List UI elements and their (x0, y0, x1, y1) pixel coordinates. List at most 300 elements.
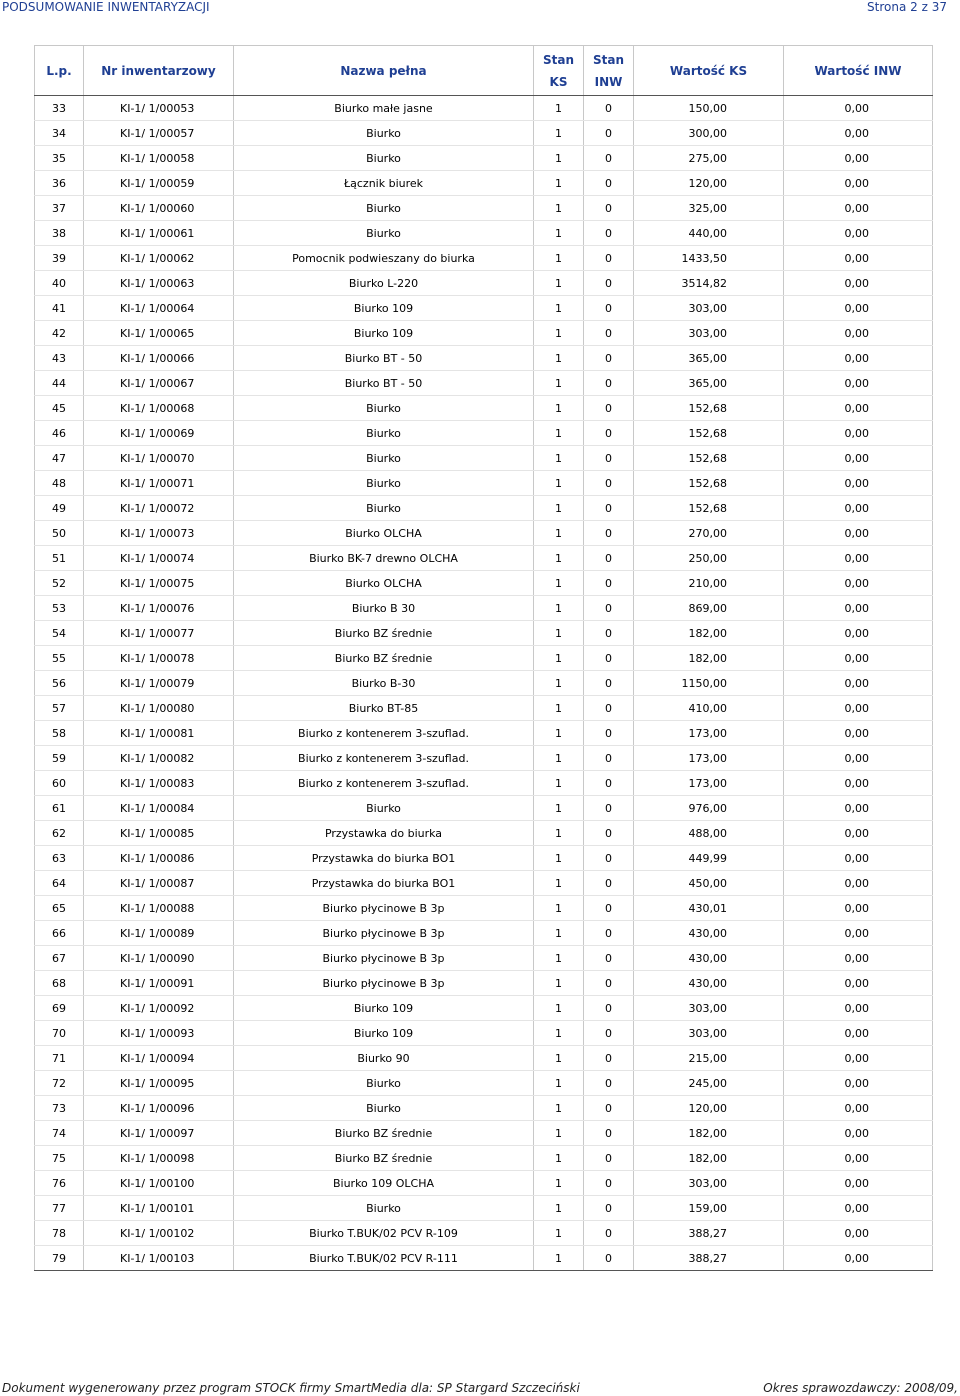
table-row (35, 671, 933, 696)
cell-stan-inw: 0 (584, 521, 634, 546)
cell-wartosc-inw: 0,00 (784, 1246, 933, 1271)
cell-full-name: Biurko T.BUK/02 PCV R-109 (234, 1221, 534, 1246)
cell-lp: 68 (35, 971, 84, 996)
cell-full-name: Biurko 109 OLCHA (234, 1171, 534, 1196)
cell-stan-inw: 0 (584, 946, 634, 971)
cell-wartosc-ks: 210,00 (634, 571, 784, 596)
cell-wartosc-inw: 0,00 (784, 1171, 933, 1196)
cell-stan-ks: 1 (534, 196, 584, 221)
table-row (35, 246, 933, 271)
cell-stan-ks: 1 (534, 871, 584, 896)
cell-stan-ks: 1 (534, 346, 584, 371)
table-row (35, 1021, 933, 1046)
cell-wartosc-inw: 0,00 (784, 146, 933, 171)
cell-wartosc-inw: 0,00 (784, 596, 933, 621)
cell-stan-ks: 1 (534, 946, 584, 971)
cell-inventory-number: KI-1/ 1/00091 (84, 971, 234, 996)
cell-stan-inw: 0 (584, 796, 634, 821)
cell-full-name: Biurko (234, 1071, 534, 1096)
table-row (35, 271, 933, 296)
cell-lp: 44 (35, 371, 84, 396)
table-row (35, 1171, 933, 1196)
cell-stan-inw: 0 (584, 846, 634, 871)
cell-stan-ks: 1 (534, 1171, 584, 1196)
cell-wartosc-ks: 300,00 (634, 121, 784, 146)
table-row (35, 696, 933, 721)
table-row (35, 321, 933, 346)
cell-lp: 65 (35, 896, 84, 921)
cell-full-name: Biurko (234, 796, 534, 821)
cell-full-name: Biurko 109 (234, 321, 534, 346)
cell-wartosc-ks: 440,00 (634, 221, 784, 246)
cell-inventory-number: KI-1/ 1/00062 (84, 246, 234, 271)
cell-inventory-number: KI-1/ 1/00081 (84, 721, 234, 746)
table-row (35, 996, 933, 1021)
cell-wartosc-ks: 450,00 (634, 871, 784, 896)
cell-stan-inw: 0 (584, 896, 634, 921)
cell-wartosc-inw: 0,00 (784, 1121, 933, 1146)
document-title: PODSUMOWANIE INWENTARYZACJI (2, 0, 210, 14)
cell-wartosc-ks: 173,00 (634, 746, 784, 771)
cell-full-name: Biurko BZ średnie (234, 1146, 534, 1171)
cell-stan-ks: 1 (534, 96, 584, 121)
cell-lp: 34 (35, 121, 84, 146)
cell-inventory-number: KI-1/ 1/00058 (84, 146, 234, 171)
cell-lp: 45 (35, 396, 84, 421)
cell-full-name: Łącznik biurek (234, 171, 534, 196)
cell-full-name: Biurko (234, 471, 534, 496)
cell-wartosc-ks: 365,00 (634, 371, 784, 396)
cell-full-name: Biurko (234, 446, 534, 471)
table-row (35, 546, 933, 571)
column-header-nr: Nr inwentarzowy (84, 46, 234, 96)
cell-inventory-number: KI-1/ 1/00089 (84, 921, 234, 946)
table-row (35, 296, 933, 321)
cell-full-name: Biurko T.BUK/02 PCV R-111 (234, 1246, 534, 1271)
cell-lp: 78 (35, 1221, 84, 1246)
cell-inventory-number: KI-1/ 1/00053 (84, 96, 234, 121)
table-row (35, 646, 933, 671)
cell-lp: 61 (35, 796, 84, 821)
table-row (35, 196, 933, 221)
cell-wartosc-inw: 0,00 (784, 321, 933, 346)
cell-inventory-number: KI-1/ 1/00066 (84, 346, 234, 371)
cell-wartosc-inw: 0,00 (784, 746, 933, 771)
cell-wartosc-ks: 449,99 (634, 846, 784, 871)
cell-wartosc-ks: 152,68 (634, 471, 784, 496)
cell-stan-ks: 1 (534, 721, 584, 746)
cell-full-name: Biurko z kontenerem 3-szuflad. (234, 746, 534, 771)
cell-stan-inw: 0 (584, 1121, 634, 1146)
cell-lp: 50 (35, 521, 84, 546)
cell-stan-inw: 0 (584, 396, 634, 421)
cell-lp: 54 (35, 621, 84, 646)
table-row (35, 721, 933, 746)
cell-full-name: Biurko OLCHA (234, 521, 534, 546)
column-header-stan-inw (584, 46, 634, 96)
table-row (35, 171, 933, 196)
cell-inventory-number: KI-1/ 1/00071 (84, 471, 234, 496)
cell-wartosc-inw: 0,00 (784, 496, 933, 521)
cell-stan-ks: 1 (534, 646, 584, 671)
cell-wartosc-inw: 0,00 (784, 771, 933, 796)
cell-wartosc-inw: 0,00 (784, 471, 933, 496)
table-row (35, 221, 933, 246)
cell-full-name: Biurko 109 (234, 996, 534, 1021)
page-number: Strona 2 z 37 (867, 0, 947, 14)
cell-inventory-number: KI-1/ 1/00098 (84, 1146, 234, 1171)
cell-wartosc-inw: 0,00 (784, 696, 933, 721)
cell-wartosc-inw: 0,00 (784, 796, 933, 821)
cell-inventory-number: KI-1/ 1/00095 (84, 1071, 234, 1096)
cell-inventory-number: KI-1/ 1/00082 (84, 746, 234, 771)
table-row (35, 1046, 933, 1071)
cell-full-name: Biurko (234, 146, 534, 171)
cell-full-name: Przystawka do biurka (234, 821, 534, 846)
cell-wartosc-ks: 152,68 (634, 421, 784, 446)
cell-wartosc-inw: 0,00 (784, 996, 933, 1021)
cell-wartosc-ks: 430,00 (634, 971, 784, 996)
cell-stan-inw: 0 (584, 96, 634, 121)
cell-full-name: Biurko L-220 (234, 271, 534, 296)
cell-lp: 77 (35, 1196, 84, 1221)
cell-wartosc-inw: 0,00 (784, 671, 933, 696)
cell-wartosc-ks: 270,00 (634, 521, 784, 546)
cell-lp: 79 (35, 1246, 84, 1271)
cell-wartosc-inw: 0,00 (784, 546, 933, 571)
cell-stan-ks: 1 (534, 1246, 584, 1271)
cell-lp: 73 (35, 1096, 84, 1121)
cell-wartosc-inw: 0,00 (784, 821, 933, 846)
cell-stan-ks: 1 (534, 921, 584, 946)
footer-period: Okres sprawozdawczy: 2008/09, (763, 1381, 958, 1395)
cell-lp: 74 (35, 1121, 84, 1146)
cell-inventory-number: KI-1/ 1/00101 (84, 1196, 234, 1221)
cell-wartosc-ks: 250,00 (634, 546, 784, 571)
cell-lp: 60 (35, 771, 84, 796)
cell-wartosc-ks: 430,01 (634, 896, 784, 921)
cell-wartosc-ks: 430,00 (634, 946, 784, 971)
cell-stan-ks: 1 (534, 1121, 584, 1146)
cell-stan-inw: 0 (584, 446, 634, 471)
cell-wartosc-inw: 0,00 (784, 571, 933, 596)
cell-wartosc-ks: 173,00 (634, 771, 784, 796)
cell-wartosc-ks: 182,00 (634, 1121, 784, 1146)
cell-inventory-number: KI-1/ 1/00057 (84, 121, 234, 146)
cell-stan-ks: 1 (534, 521, 584, 546)
cell-lp: 38 (35, 221, 84, 246)
cell-full-name: Przystawka do biurka BO1 (234, 846, 534, 871)
table-row (35, 1221, 933, 1246)
cell-full-name: Biurko małe jasne (234, 96, 534, 121)
cell-wartosc-ks: 1433,50 (634, 246, 784, 271)
cell-full-name: Biurko (234, 396, 534, 421)
cell-wartosc-inw: 0,00 (784, 1221, 933, 1246)
cell-inventory-number: KI-1/ 1/00067 (84, 371, 234, 396)
cell-wartosc-ks: 303,00 (634, 1021, 784, 1046)
table-row (35, 796, 933, 821)
cell-wartosc-inw: 0,00 (784, 1046, 933, 1071)
cell-stan-inw: 0 (584, 1246, 634, 1271)
cell-stan-inw: 0 (584, 621, 634, 646)
cell-wartosc-inw: 0,00 (784, 396, 933, 421)
cell-wartosc-ks: 120,00 (634, 171, 784, 196)
cell-stan-inw: 0 (584, 321, 634, 346)
cell-stan-ks: 1 (534, 1046, 584, 1071)
table-header-row (35, 46, 933, 96)
cell-wartosc-ks: 275,00 (634, 146, 784, 171)
cell-stan-inw: 0 (584, 571, 634, 596)
cell-inventory-number: KI-1/ 1/00069 (84, 421, 234, 446)
cell-lp: 53 (35, 596, 84, 621)
cell-lp: 36 (35, 171, 84, 196)
cell-lp: 49 (35, 496, 84, 521)
cell-lp: 64 (35, 871, 84, 896)
cell-wartosc-ks: 1150,00 (634, 671, 784, 696)
cell-lp: 51 (35, 546, 84, 571)
cell-wartosc-inw: 0,00 (784, 221, 933, 246)
cell-lp: 66 (35, 921, 84, 946)
cell-inventory-number: KI-1/ 1/00088 (84, 896, 234, 921)
cell-inventory-number: KI-1/ 1/00093 (84, 1021, 234, 1046)
cell-inventory-number: KI-1/ 1/00090 (84, 946, 234, 971)
cell-stan-ks: 1 (534, 896, 584, 921)
cell-stan-inw: 0 (584, 246, 634, 271)
table-row (35, 496, 933, 521)
table-row (35, 371, 933, 396)
cell-wartosc-inw: 0,00 (784, 521, 933, 546)
cell-wartosc-inw: 0,00 (784, 621, 933, 646)
cell-inventory-number: KI-1/ 1/00086 (84, 846, 234, 871)
cell-wartosc-ks: 3514,82 (634, 271, 784, 296)
cell-inventory-number: KI-1/ 1/00096 (84, 1096, 234, 1121)
cell-wartosc-ks: 303,00 (634, 1171, 784, 1196)
table-row (35, 971, 933, 996)
cell-full-name: Biurko płycinowe B 3p (234, 896, 534, 921)
table-row (35, 96, 933, 121)
cell-full-name: Pomocnik podwieszany do biurka (234, 246, 534, 271)
cell-full-name: Biurko (234, 196, 534, 221)
table-row (35, 1071, 933, 1096)
cell-stan-ks: 1 (534, 146, 584, 171)
cell-full-name: Biurko z kontenerem 3-szuflad. (234, 721, 534, 746)
cell-stan-inw: 0 (584, 1146, 634, 1171)
cell-stan-ks: 1 (534, 246, 584, 271)
cell-wartosc-inw: 0,00 (784, 371, 933, 396)
cell-full-name: Biurko (234, 221, 534, 246)
cell-stan-ks: 1 (534, 621, 584, 646)
cell-lp: 42 (35, 321, 84, 346)
cell-wartosc-ks: 159,00 (634, 1196, 784, 1221)
cell-inventory-number: KI-1/ 1/00083 (84, 771, 234, 796)
column-header-name: Nazwa pełna (234, 46, 534, 96)
cell-wartosc-inw: 0,00 (784, 871, 933, 896)
cell-full-name: Biurko (234, 421, 534, 446)
footer-generator-note: Dokument wygenerowany przez program STOCK firmy SmartMedia dla: SP Stargard Szczeciński (2, 1381, 580, 1395)
cell-stan-ks: 1 (534, 371, 584, 396)
cell-inventory-number: KI-1/ 1/00074 (84, 546, 234, 571)
cell-stan-inw: 0 (584, 871, 634, 896)
cell-stan-ks: 1 (534, 1021, 584, 1046)
cell-stan-inw: 0 (584, 546, 634, 571)
cell-wartosc-inw: 0,00 (784, 646, 933, 671)
cell-stan-inw: 0 (584, 1221, 634, 1246)
column-header-lp: L.p. (35, 46, 84, 96)
cell-inventory-number: KI-1/ 1/00076 (84, 596, 234, 621)
cell-stan-ks: 1 (534, 1221, 584, 1246)
cell-lp: 48 (35, 471, 84, 496)
cell-wartosc-inw: 0,00 (784, 121, 933, 146)
cell-stan-inw: 0 (584, 646, 634, 671)
cell-wartosc-inw: 0,00 (784, 421, 933, 446)
cell-full-name: Biurko 109 (234, 1021, 534, 1046)
cell-lp: 70 (35, 1021, 84, 1046)
cell-stan-ks: 1 (534, 846, 584, 871)
cell-full-name: Biurko płycinowe B 3p (234, 971, 534, 996)
cell-stan-ks: 1 (534, 321, 584, 346)
table-row (35, 571, 933, 596)
inventory-table (34, 45, 933, 1271)
cell-wartosc-ks: 182,00 (634, 621, 784, 646)
cell-lp: 37 (35, 196, 84, 221)
cell-stan-ks: 1 (534, 171, 584, 196)
cell-stan-inw: 0 (584, 771, 634, 796)
cell-wartosc-inw: 0,00 (784, 446, 933, 471)
cell-wartosc-ks: 152,68 (634, 496, 784, 521)
cell-stan-inw: 0 (584, 921, 634, 946)
cell-wartosc-inw: 0,00 (784, 296, 933, 321)
table-row (35, 596, 933, 621)
cell-stan-inw: 0 (584, 971, 634, 996)
cell-wartosc-inw: 0,00 (784, 896, 933, 921)
cell-stan-inw: 0 (584, 1071, 634, 1096)
cell-lp: 33 (35, 96, 84, 121)
table-row (35, 1096, 933, 1121)
table-row (35, 471, 933, 496)
cell-stan-inw: 0 (584, 196, 634, 221)
cell-wartosc-inw: 0,00 (784, 271, 933, 296)
cell-lp: 57 (35, 696, 84, 721)
table-row (35, 446, 933, 471)
cell-wartosc-ks: 303,00 (634, 296, 784, 321)
table-row (35, 521, 933, 546)
cell-stan-ks: 1 (534, 546, 584, 571)
cell-stan-ks: 1 (534, 821, 584, 846)
cell-inventory-number: KI-1/ 1/00072 (84, 496, 234, 521)
cell-stan-inw: 0 (584, 421, 634, 446)
cell-stan-ks: 1 (534, 271, 584, 296)
cell-stan-inw: 0 (584, 696, 634, 721)
cell-inventory-number: KI-1/ 1/00068 (84, 396, 234, 421)
cell-wartosc-inw: 0,00 (784, 721, 933, 746)
cell-lp: 67 (35, 946, 84, 971)
cell-stan-inw: 0 (584, 1196, 634, 1221)
table-row (35, 1146, 933, 1171)
cell-lp: 72 (35, 1071, 84, 1096)
cell-wartosc-ks: 430,00 (634, 921, 784, 946)
cell-inventory-number: KI-1/ 1/00092 (84, 996, 234, 1021)
cell-wartosc-inw: 0,00 (784, 846, 933, 871)
column-header-wartosc-inw: Wartość INW (784, 46, 933, 96)
table-row (35, 346, 933, 371)
cell-wartosc-ks: 120,00 (634, 1096, 784, 1121)
cell-wartosc-ks: 173,00 (634, 721, 784, 746)
cell-inventory-number: KI-1/ 1/00079 (84, 671, 234, 696)
cell-inventory-number: KI-1/ 1/00064 (84, 296, 234, 321)
cell-full-name: Biurko płycinowe B 3p (234, 946, 534, 971)
cell-inventory-number: KI-1/ 1/00077 (84, 621, 234, 646)
cell-wartosc-ks: 388,27 (634, 1221, 784, 1246)
cell-stan-inw: 0 (584, 1096, 634, 1121)
cell-lp: 41 (35, 296, 84, 321)
cell-inventory-number: KI-1/ 1/00073 (84, 521, 234, 546)
cell-wartosc-inw: 0,00 (784, 1021, 933, 1046)
cell-lp: 39 (35, 246, 84, 271)
table-row (35, 121, 933, 146)
cell-stan-ks: 1 (534, 996, 584, 1021)
cell-wartosc-inw: 0,00 (784, 196, 933, 221)
cell-wartosc-inw: 0,00 (784, 96, 933, 121)
cell-stan-inw: 0 (584, 371, 634, 396)
table-row (35, 921, 933, 946)
cell-lp: 75 (35, 1146, 84, 1171)
cell-stan-inw: 0 (584, 496, 634, 521)
cell-lp: 59 (35, 746, 84, 771)
cell-stan-ks: 1 (534, 1071, 584, 1096)
cell-lp: 69 (35, 996, 84, 1021)
table-row (35, 421, 933, 446)
cell-stan-ks: 1 (534, 746, 584, 771)
cell-stan-ks: 1 (534, 1146, 584, 1171)
cell-lp: 58 (35, 721, 84, 746)
cell-wartosc-ks: 182,00 (634, 646, 784, 671)
cell-full-name: Biurko BT-85 (234, 696, 534, 721)
cell-wartosc-ks: 303,00 (634, 996, 784, 1021)
cell-full-name: Biurko B-30 (234, 671, 534, 696)
cell-wartosc-ks: 488,00 (634, 821, 784, 846)
cell-stan-ks: 1 (534, 446, 584, 471)
cell-full-name: Biurko BZ średnie (234, 621, 534, 646)
column-header-wartosc-ks: Wartość KS (634, 46, 784, 96)
cell-stan-ks: 1 (534, 471, 584, 496)
cell-inventory-number: KI-1/ 1/00087 (84, 871, 234, 896)
table-row (35, 821, 933, 846)
cell-stan-ks: 1 (534, 1196, 584, 1221)
cell-inventory-number: KI-1/ 1/00103 (84, 1246, 234, 1271)
cell-wartosc-inw: 0,00 (784, 171, 933, 196)
cell-full-name: Biurko BT - 50 (234, 346, 534, 371)
table-row (35, 771, 933, 796)
cell-full-name: Biurko BT - 50 (234, 371, 534, 396)
cell-wartosc-ks: 976,00 (634, 796, 784, 821)
cell-stan-ks: 1 (534, 771, 584, 796)
cell-wartosc-ks: 303,00 (634, 321, 784, 346)
cell-lp: 62 (35, 821, 84, 846)
cell-full-name: Przystawka do biurka BO1 (234, 871, 534, 896)
cell-stan-ks: 1 (534, 671, 584, 696)
cell-full-name: Biurko OLCHA (234, 571, 534, 596)
cell-wartosc-ks: 182,00 (634, 1146, 784, 1171)
cell-stan-inw: 0 (584, 1021, 634, 1046)
cell-inventory-number: KI-1/ 1/00070 (84, 446, 234, 471)
cell-wartosc-ks: 245,00 (634, 1071, 784, 1096)
cell-wartosc-inw: 0,00 (784, 1196, 933, 1221)
table-row (35, 896, 933, 921)
cell-stan-inw: 0 (584, 996, 634, 1021)
cell-inventory-number: KI-1/ 1/00080 (84, 696, 234, 721)
cell-lp: 55 (35, 646, 84, 671)
cell-lp: 71 (35, 1046, 84, 1071)
